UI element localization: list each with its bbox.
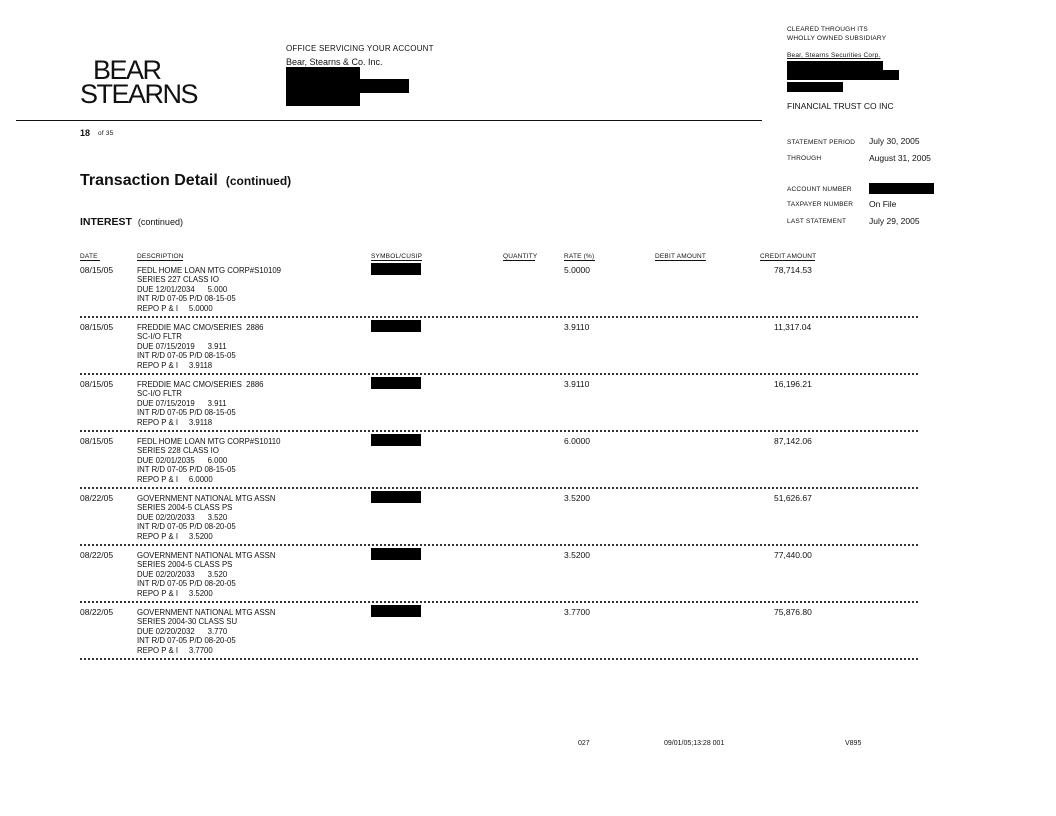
- last-statement-value: July 29, 2005: [869, 216, 920, 226]
- last-statement-label: LAST STATEMENT: [787, 218, 847, 225]
- page-of: of 35: [98, 130, 114, 137]
- row-description-line: GOVERNMENT NATIONAL MTG ASSN: [137, 551, 276, 560]
- row-description-line: REPO P & I 6.0000: [137, 474, 213, 484]
- column-header-symbol: SYMBOL/CUSIP: [371, 253, 423, 260]
- row-date: 08/22/05: [80, 607, 114, 617]
- redacted-clearing-2: [787, 70, 899, 80]
- redacted-address-2: [286, 79, 409, 93]
- redacted-address-1: [286, 67, 360, 79]
- table-row: [0, 550, 1056, 607]
- header-rule: [16, 120, 762, 121]
- page-title-main: Transaction Detail: [80, 172, 218, 189]
- column-rule-date: [80, 260, 100, 261]
- row-separator: [80, 316, 918, 318]
- row-description: [137, 266, 281, 313]
- footer-code: 027: [578, 740, 590, 747]
- footer-timestamp: 09/01/05;13:28 001: [664, 740, 725, 747]
- column-rule-quantity: [503, 260, 535, 261]
- row-separator: [80, 487, 918, 489]
- row-description-line: GOVERNMENT NATIONAL MTG ASSN: [137, 608, 276, 617]
- row-description-line: INT R/D 07-05 P/D 08-15-05: [137, 351, 236, 361]
- row-description-line: FREDDIE MAC CMO/SERIES 2886: [137, 380, 264, 389]
- table-row: [0, 379, 1056, 436]
- page-number: 18: [80, 128, 91, 138]
- row-rate: 3.5200: [564, 550, 590, 560]
- column-rule-credit: [760, 260, 815, 261]
- row-description-line: REPO P & I 3.9118: [137, 360, 213, 370]
- row-description-line: SERIES 2004-5 CLASS PS: [137, 560, 233, 570]
- column-rule-description: [137, 260, 183, 261]
- column-header-quantity: QUANTITY: [503, 253, 538, 260]
- row-description-line: INT R/D 07-05 P/D 08-15-05: [137, 294, 236, 304]
- through-value: August 31, 2005: [869, 153, 931, 163]
- row-description-line: FEDL HOME LOAN MTG CORP#S10109: [137, 266, 281, 275]
- row-separator: [80, 658, 918, 660]
- section-heading-continued: (continued): [137, 217, 183, 227]
- page-title: [80, 172, 291, 190]
- row-credit-amount: 16,196.21: [774, 379, 812, 389]
- row-description-line: SERIES 227 CLASS IO: [137, 275, 219, 285]
- row-description-line: DUE 07/15/2019 3.911: [137, 398, 227, 408]
- column-header-date: DATE: [80, 253, 98, 260]
- row-description-line: SC-I/O FLTR: [137, 332, 182, 342]
- column-rule-rate: [564, 260, 595, 261]
- table-row: [0, 265, 1056, 322]
- row-description: [137, 437, 280, 484]
- redacted-cusip: [371, 548, 421, 560]
- column-header-description: DESCRIPTION: [137, 253, 184, 260]
- row-rate: 3.9110: [564, 379, 590, 389]
- logo-line-2: STEARNS: [80, 79, 198, 109]
- row-description-line: DUE 12/01/2034 5.000: [137, 284, 228, 294]
- redacted-cusip: [371, 605, 421, 617]
- row-date: 08/15/05: [80, 436, 114, 446]
- bear-stearns-logo: [80, 55, 198, 109]
- row-description-line: DUE 02/01/2035 6.000: [137, 455, 228, 465]
- row-description-line: FEDL HOME LOAN MTG CORP#S10110: [137, 437, 281, 446]
- row-rate: 3.9110: [564, 322, 590, 332]
- account-holder-name: FINANCIAL TRUST CO INC: [787, 101, 894, 111]
- footer-version: V895: [845, 740, 862, 747]
- row-description-line: GOVERNMENT NATIONAL MTG ASSN: [137, 494, 276, 503]
- row-description-line: REPO P & I 3.7700: [137, 645, 213, 655]
- clearing-firm-name: Bear, Stearns Securities Corp.: [787, 52, 881, 59]
- office-label: OFFICE SERVICING YOUR ACCOUNT: [286, 44, 434, 53]
- redacted-cusip: [371, 491, 421, 503]
- table-row: [0, 436, 1056, 493]
- column-header-credit: CREDIT AMOUNT: [760, 253, 817, 260]
- column-rule-debit: [655, 260, 706, 261]
- row-description-line: REPO P & I 3.9118: [137, 417, 213, 427]
- redacted-cusip: [371, 263, 421, 275]
- taxpayer-number-value: On File: [869, 199, 897, 209]
- row-rate: 5.0000: [564, 265, 590, 275]
- page-title-continued: (continued): [225, 174, 292, 188]
- row-description: [137, 551, 276, 598]
- row-separator: [80, 544, 918, 546]
- row-separator: [80, 601, 918, 603]
- account-number-label: ACCOUNT NUMBER: [787, 186, 852, 193]
- row-description-line: INT R/D 07-05 P/D 08-20-05: [137, 579, 236, 589]
- row-credit-amount: 87,142.06: [774, 436, 812, 446]
- table-row: [0, 607, 1056, 664]
- section-heading: [80, 216, 183, 228]
- taxpayer-number-label: TAXPAYER NUMBER: [787, 201, 854, 208]
- redacted-cusip: [371, 320, 421, 332]
- row-credit-amount: 51,626.67: [774, 493, 812, 503]
- table-row: [0, 322, 1056, 379]
- row-description-line: INT R/D 07-05 P/D 08-20-05: [137, 522, 236, 532]
- clearing-line-2: WHOLLY OWNED SUBSIDIARY: [787, 35, 887, 42]
- column-header-rate: RATE (%): [564, 253, 595, 260]
- row-date: 08/22/05: [80, 493, 114, 503]
- column-header-debit: DEBIT AMOUNT: [655, 253, 707, 260]
- row-description-line: DUE 02/20/2033 3.520: [137, 512, 228, 522]
- row-description-line: REPO P & I 3.5200: [137, 531, 213, 541]
- row-date: 08/15/05: [80, 322, 114, 332]
- row-rate: 3.7700: [564, 607, 590, 617]
- through-label: THROUGH: [787, 155, 822, 162]
- office-name: Bear, Stearns & Co. Inc.: [286, 57, 383, 67]
- row-description: [137, 494, 276, 541]
- section-heading-main: INTEREST: [80, 216, 132, 228]
- row-credit-amount: 75,876.80: [774, 607, 812, 617]
- row-date: 08/15/05: [80, 379, 114, 389]
- redacted-account-number: [869, 183, 934, 194]
- row-credit-amount: 78,714.53: [774, 265, 812, 275]
- row-description-line: FREDDIE MAC CMO/SERIES 2886: [137, 323, 264, 332]
- row-rate: 6.0000: [564, 436, 590, 446]
- table-row: [0, 493, 1056, 550]
- row-date: 08/15/05: [80, 265, 114, 275]
- row-description-line: SC-I/O FLTR: [137, 389, 182, 399]
- row-description-line: DUE 02/20/2033 3.520: [137, 569, 228, 579]
- row-rate: 3.5200: [564, 493, 590, 503]
- logo-line-1: BEAR: [93, 55, 161, 85]
- row-description: [137, 380, 264, 427]
- redacted-cusip: [371, 377, 421, 389]
- redacted-cusip: [371, 434, 421, 446]
- row-description-line: DUE 07/15/2019 3.911: [137, 341, 227, 351]
- row-description: [137, 608, 276, 655]
- row-description-line: INT R/D 07-05 P/D 08-15-05: [137, 465, 236, 475]
- row-credit-amount: 11,317.04: [774, 322, 812, 332]
- row-description-line: REPO P & I 3.5200: [137, 588, 213, 598]
- row-separator: [80, 430, 918, 432]
- row-description: [137, 323, 264, 370]
- statement-period-label: STATEMENT PERIOD: [787, 139, 856, 146]
- column-rule-symbol: [371, 260, 422, 261]
- clearing-line-1: CLEARED THROUGH ITS: [787, 26, 868, 33]
- row-description-line: REPO P & I 5.0000: [137, 303, 213, 313]
- row-description-line: DUE 02/20/2032 3.770: [137, 626, 228, 636]
- redacted-clearing-3: [787, 82, 843, 92]
- row-credit-amount: 77,440.00: [774, 550, 812, 560]
- row-description-line: INT R/D 07-05 P/D 08-15-05: [137, 408, 236, 418]
- statement-period-value: July 30, 2005: [869, 136, 920, 146]
- row-description-line: SERIES 2004-5 CLASS PS: [137, 503, 233, 513]
- row-separator: [80, 373, 918, 375]
- row-description-line: SERIES 2004-30 CLASS SU: [137, 617, 238, 627]
- row-date: 08/22/05: [80, 550, 114, 560]
- row-description-line: INT R/D 07-05 P/D 08-20-05: [137, 636, 236, 646]
- redacted-address-3: [286, 93, 360, 106]
- row-description-line: SERIES 228 CLASS IO: [137, 446, 219, 456]
